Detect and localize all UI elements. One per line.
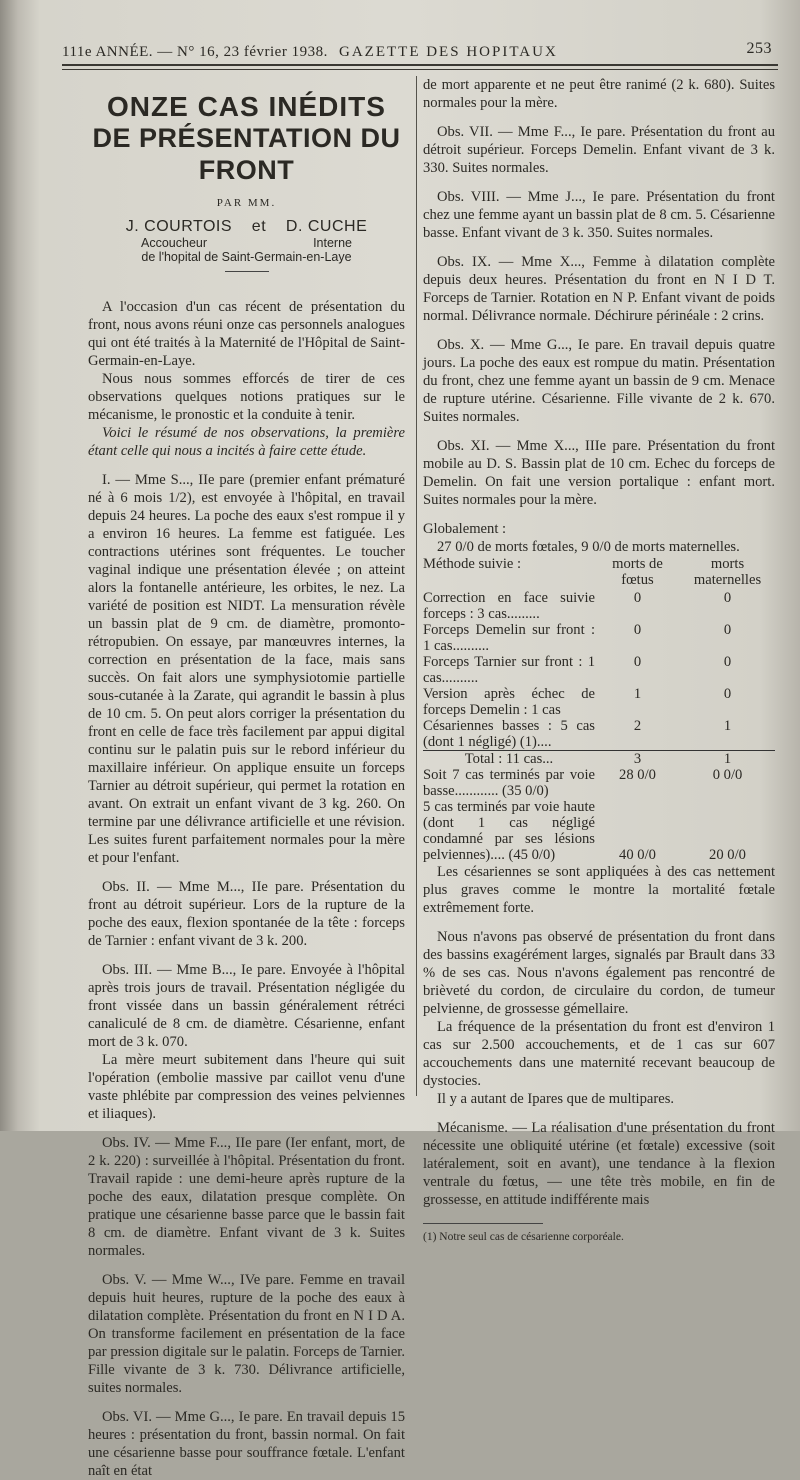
paragraph: Nous nous sommes efforcés de tirer de ces observations quelques notions pratiques sur le mécanisme, le pronostic et la conduite à tenir. [88,371,405,423]
affiliations [88,236,405,250]
total-label: Total : 11 cas... [423,751,595,768]
footnote-rule [423,1223,543,1224]
row-fetal: 28 0/0 [619,767,656,783]
row-maternal: 20 0/0 [709,847,746,863]
row-label: Soit 7 cas terminés par voie basse............ (35 0/0) [423,767,595,799]
affiliation-right: Interne [313,236,352,250]
header-rule-thin [62,69,778,70]
row-label: Césariennes basses : 5 cas (dont 1 négligé) (1).... [423,718,595,750]
observation-3: Obs. III. — Mme B..., Ie pare. Envoyée à l'hôpital après trois jours de travail. Présentation négligée du front vissée dans un bassin généralement rétréci canaliculé de 8 cm. de diamètre. Césarienne, enfant mort de 3 k. 070. [88,962,405,1050]
row-maternal: 0 0/0 [712,767,743,783]
summary-heading: Globalement : [423,521,507,537]
table-row [423,654,775,686]
paragraph: Les césariennes se sont appliquées à des cas nettement plus graves comme le montre la mortalité fœtale extrêmement forte. [423,864,775,916]
row-label: 5 cas terminés par voie haute (dont 1 cas négligé condamné par ses lésions pelviennes).... (45 0/0) [423,799,595,863]
running-header [62,40,778,64]
row-label: Forceps Demelin sur front : 1 cas.......... [423,622,595,654]
hospital-name: de l'hopital de Saint-Germain-en-Laye [141,250,352,264]
article-title-line1: ONZE CAS INÉDITS [107,91,386,122]
table-row [423,799,775,863]
paragraph: Nous n'avons pas observé de présentation du front dans des bassins exagérément larges, signalés par Brault dans 33 % de ses cas. Nous n'avons également pas rencontré de brièveté du cordon, de circulaire du cordon, de tumeur pelvienne, de grossesse gémellaire. [423,929,775,1017]
observation-5: Obs. V. — Mme W..., IVe pare. Femme en travail depuis huit heures, rupture de la poche des eaux à dilatation complète. Présentation du front en N I D A. On transforme facilement en présentation de la face par pression digitale sur le palatin. Forceps de Tarnier. Fille vivante de 3 k. 730. Délivrance artificielle, suites normales. [88,1272,405,1396]
summary-line: 27 0/0 de morts fœtales, 9 0/0 de morts maternelles. [437,539,740,555]
paragraph: A l'occasion d'un cas récent de présentation du front, nous avons réuni onze cas personnels analogues qui ont été traités à la Maternité de l'Hôpital de Saint-Germain-en-Laye. [88,299,405,369]
observation-7: Obs. VII. — Mme F..., Ie pare. Présentation du front au détroit supérieur. Forceps Demelin. Enfant vivant de 3 k. 330. Suites normales. [423,124,775,176]
paragraph: La mère meurt subitement dans l'heure qui suit l'opération (embolie massive par caillot venu d'une vaste phlébite par compression des veines pelviennes et iliaques). [88,1052,405,1122]
table-total-row [423,751,775,768]
paragraph: La fréquence de la présentation du front est d'environ 1 cas sur 2.500 accouchements, et de 1 cas sur 607 accouchements dans une maternité recevant beaucoup de dystocies. [423,1019,775,1089]
table-row [423,622,775,654]
byline-par-mm: PAR MM. [216,197,277,209]
row-fetal: 0 [633,654,642,670]
paragraph: de mort apparente et ne peut être ranimé (2 k. 680). Suites normales pour la mère. [423,77,775,111]
left-column [88,78,405,1480]
journal-title: GAZETTE DES HOPITAUX [339,44,558,60]
table-row [423,590,775,622]
observation-4: Obs. IV. — Mme F..., IIe pare (Ier enfant, mort, de 2 k. 220) : surveillée à l'hôpital. Présentation du front. Travail rapide : une demi-heure après rupture de la poche des eaux, dilatation presque complète. On pratique une césarienne basse parce que le bassin fait 8 cm. de diamètre. Enfant vivant de 3 k. Suites normales. [88,1135,405,1259]
column-divider [416,76,417,1096]
observation-10: Obs. X. — Mme G..., Ie pare. En travail depuis quatre jours. La poche des eaux est rompue du matin. Présentation du front, chez une femme ayant un bassin de 9 cm. Menace de rupture utérine. Césarienne. Fille vivante de 2 k. 670. Suites normales. [423,337,775,425]
table-row [423,767,775,799]
row-maternal: 0 [723,590,732,606]
table-header-fetal: morts de fœtus [612,556,663,588]
row-label: Forceps Tarnier sur front : 1 cas.......... [423,654,595,686]
header-rule-thick [62,64,778,66]
table-header-row [423,556,775,590]
row-label: Correction en face suivie forceps : 3 cas......... [423,590,595,622]
total-maternal: 1 [680,751,775,768]
row-fetal: 1 [633,686,642,702]
page-number: 253 [746,40,772,57]
row-label: Version après échec de forceps Demelin : 1 cas [423,686,595,718]
observation-2: Obs. II. — Mme M..., IIe pare. Présentation du front au détroit supérieur. Lors de la rupture de la poche des eaux, flexion spontanée de la tête : forceps de Tarnier : enfant vivant de 3 k. 200. [88,879,405,949]
table-row [423,686,775,718]
issue-info: 111e ANNÉE. — N° 16, 23 février 1938. [62,44,328,60]
observation-11: Obs. XI. — Mme X..., IIIe pare. Présentation du front mobile au D. S. Bassin plat de 10 cm. Echec du forceps de Demelin. On fait une version portalique : enfant mort. Suites normales pour la mère. [423,438,775,508]
footnote: (1) Notre seul cas de césarienne corporéale. [423,1231,624,1243]
row-maternal: 0 [723,622,732,638]
row-fetal: 40 0/0 [619,847,656,863]
right-column [423,76,775,1246]
table-row [423,718,775,751]
row-maternal: 0 [723,654,732,670]
table-header-maternal: morts maternelles [693,556,762,588]
row-maternal: 0 [723,686,732,702]
results-table [423,556,775,863]
observation-8: Obs. VIII. — Mme J..., Ie pare. Présentation du front chez une femme ayant un bassin plat de 8 cm. 5. Césarienne basse. Enfant vivant de 3 k. 350. Suites normales. [423,189,775,241]
authors: J. COURTOIS et D. CUCHE [125,218,368,235]
observation-1: I. — Mme S..., IIe pare (premier enfant prématuré né à 6 mois 1/2), est envoyée à l'hôpital, en travail depuis 24 heures. La poche des eaux s'est rompue il y a environ 16 heures. La femme est fatiguée. Les contractions utérines sont fréquentes. Le toucher vaginal indique une présentation élevée ; on atteint alors la fontanelle antérieure, les orbites, le nez. La variété de position est NIDT. La mensuration révèle un bassin plat de 9 cm. de diamètre, promonto-rétropubien. On essaye, par manœuvres internes, la correction en présentation de la face, mais sans succès. On fait alors une symphysiotomie partielle sous-cutanée à la Zarate, qui agrandit le bassin à plus de 10 cm. 5. On peut alors corriger la présentation du front en celle de face très facilement par appui digital continu sur le palatin puis sur le rebord inférieur du maxillaire inférieur. On applique ensuite un forceps Tarnier au détroit supérieur, qui permet la rotation en avant. On extrait un enfant vivant de 3 kg. 260. On termine par une délivrance artificielle et une révision. Les suites furent parfaitement normales pour la mère et pour l'enfant. [88,472,405,866]
affiliation-left: Accoucheur [141,236,208,250]
observation-9: Obs. IX. — Mme X..., Femme à dilatation complète depuis deux heures. Présentation du front en N I D T. Forceps de Tarnier. Rotation en N P. Enfant vivant de poids normal. Délivrance normale. Déchirure périnéale : 2 crins. [423,254,775,324]
paragraph-mecanisme: Mécanisme. — La réalisation d'une présentation du front nécessite une obliquité utérine (et fœtale) excessive (soit latéralement, soit en avant), une tendance à la flexion ventrale du fœtus, — une tête très mobile, en fin de grossesse, en attitude indifférente mais [423,1120,775,1208]
row-fetal: 0 [633,590,642,606]
paragraph: Il y a autant de Ipares que de multipares. [437,1091,675,1107]
table-header-method: Méthode suivie : [423,556,522,572]
row-fetal: 2 [633,718,642,734]
row-maternal: 1 [723,718,732,734]
total-fetal: 3 [595,751,680,768]
paragraph-intro: Voici le résumé de nos observations, la première étant celle qui nous a incités à faire cette étude. [88,425,405,459]
article-title-line2: DE PRÉSENTATION DU FRONT [92,123,401,185]
row-fetal: 0 [633,622,642,638]
observation-6: Obs. VI. — Mme G..., Ie pare. En travail depuis 15 heures : présentation du front, bassin normal. On fait une césarienne basse pour souffrance fœtale. L'enfant naît en état [88,1409,405,1479]
